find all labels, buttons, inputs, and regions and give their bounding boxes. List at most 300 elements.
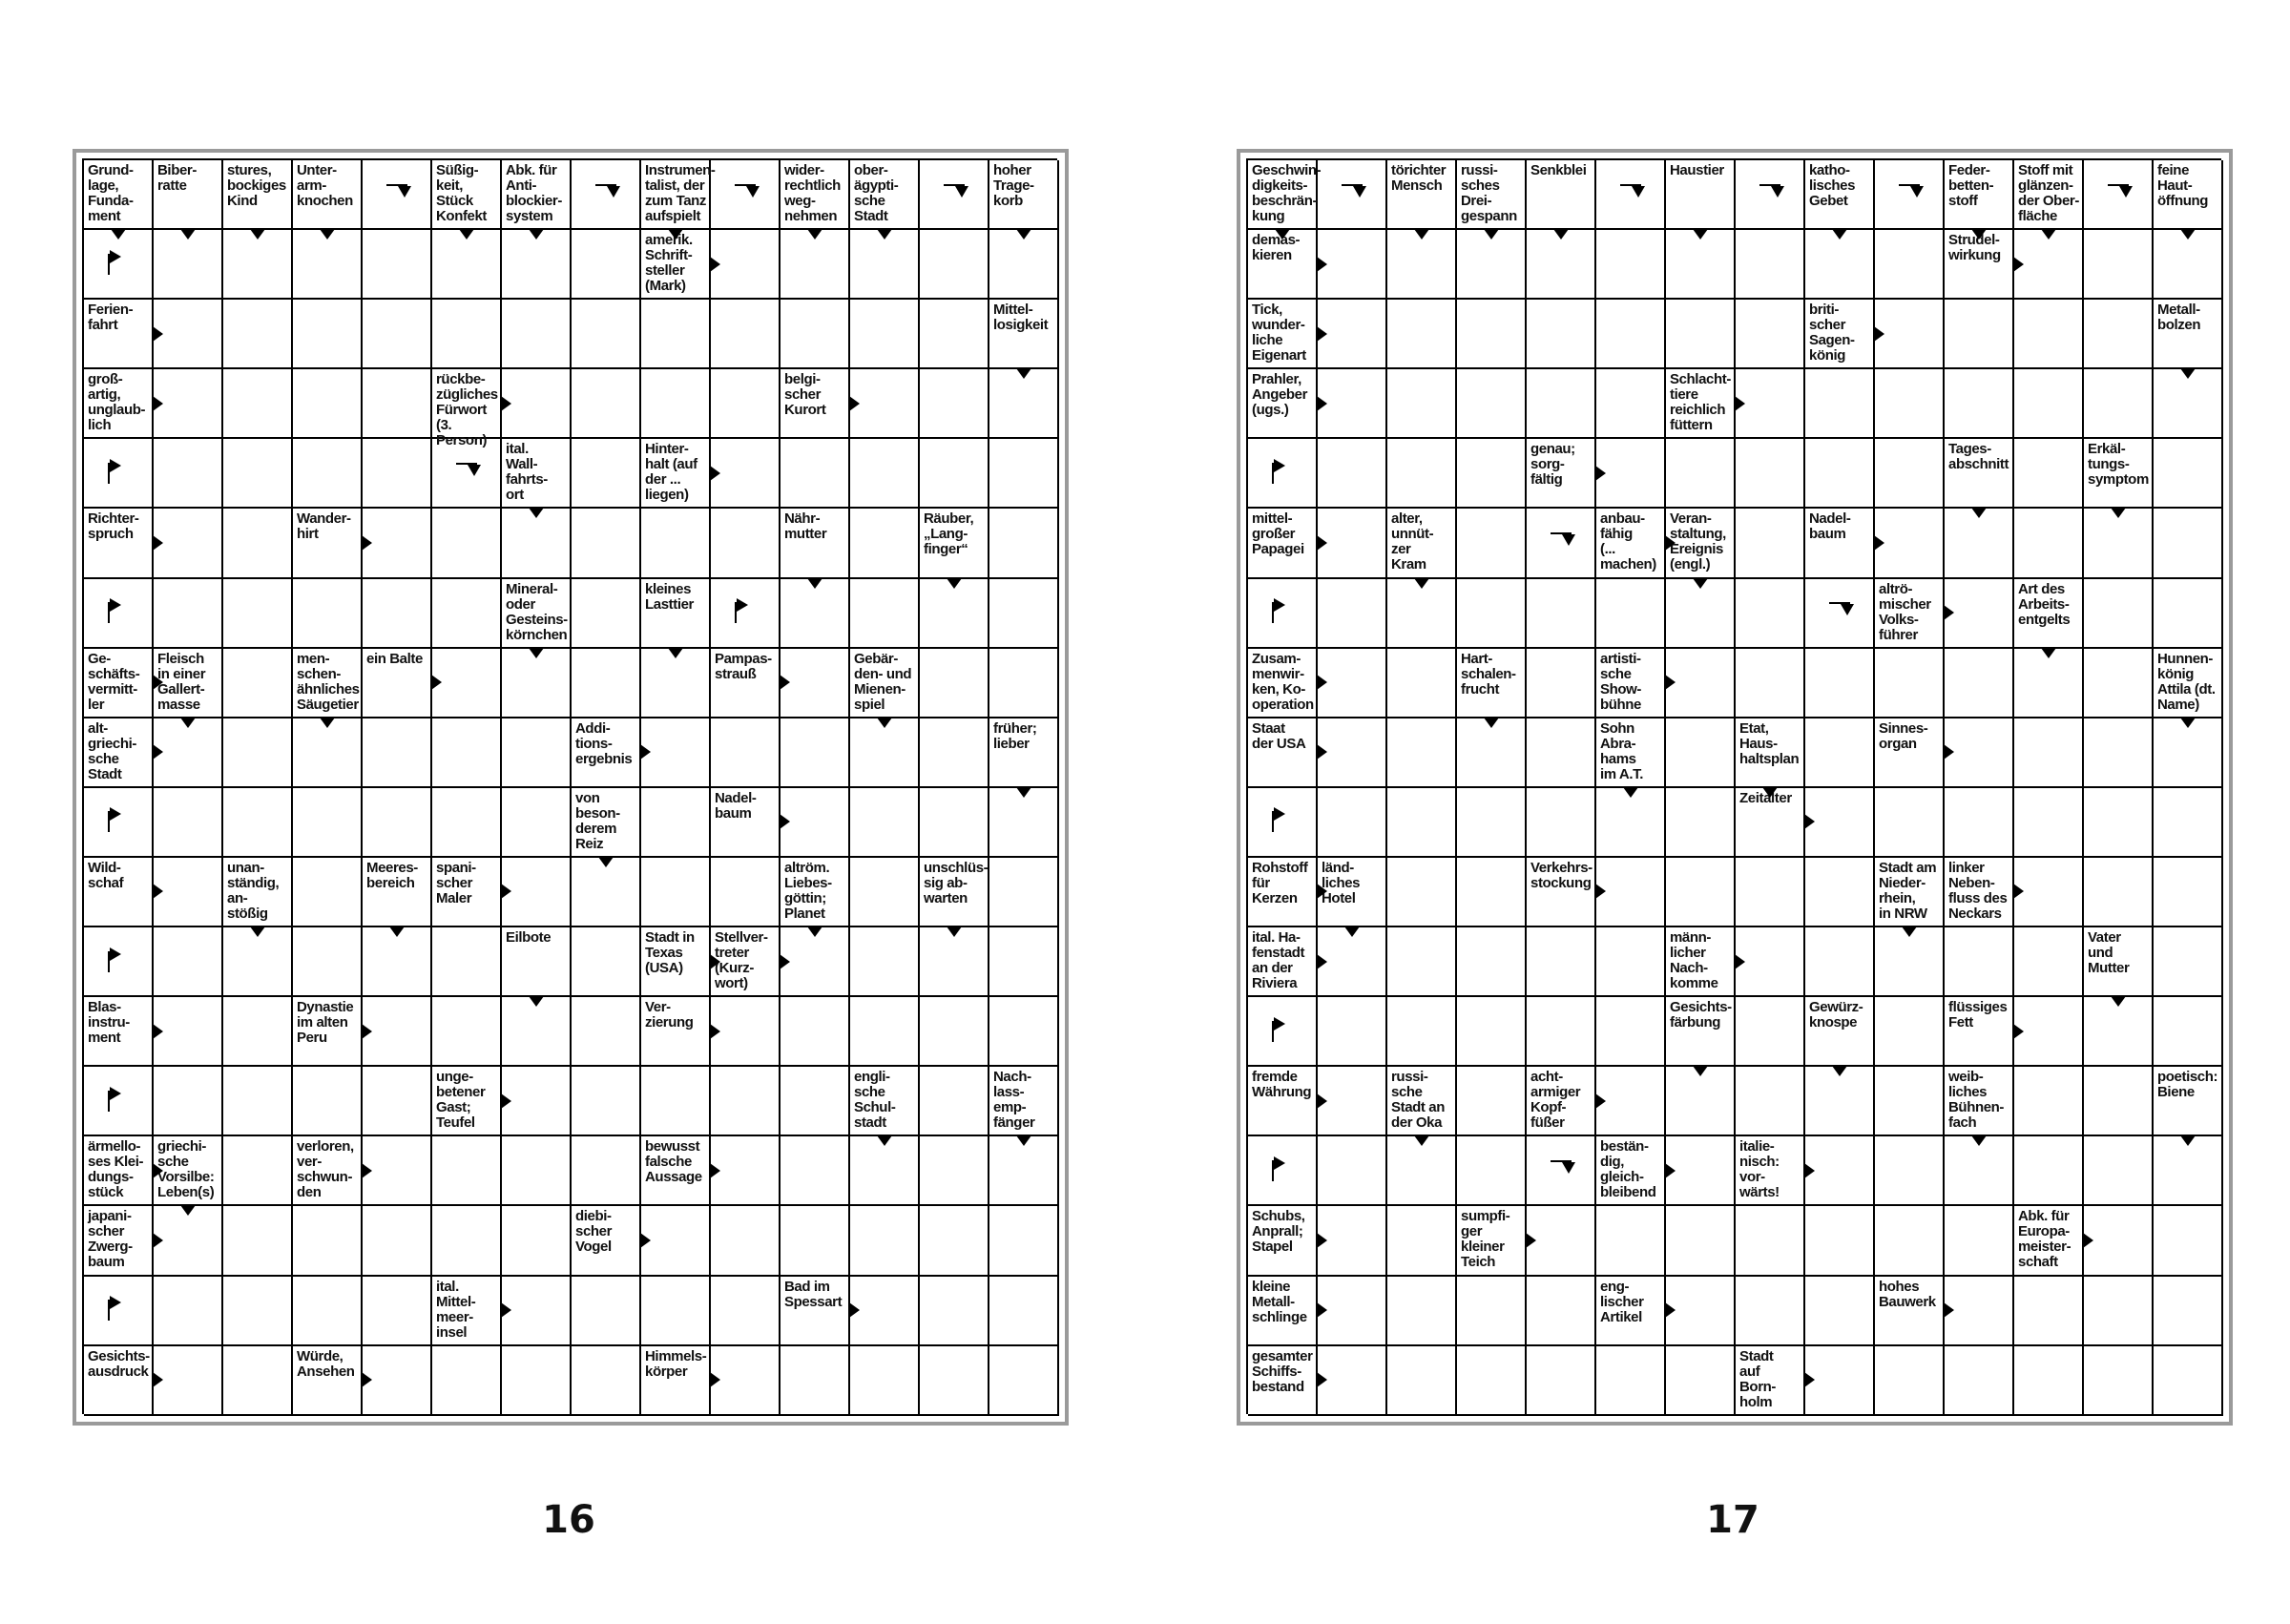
answer-cell[interactable] (223, 1136, 293, 1206)
answer-cell[interactable] (2014, 997, 2084, 1067)
answer-cell[interactable] (1527, 579, 1596, 649)
answer-cell[interactable] (850, 439, 920, 509)
answer-cell[interactable] (154, 300, 223, 369)
answer-cell[interactable] (2154, 718, 2223, 788)
answer-cell[interactable] (2154, 1346, 2223, 1416)
answer-cell[interactable] (989, 927, 1059, 997)
answer-cell[interactable] (850, 1277, 920, 1346)
answer-cell[interactable] (1387, 1206, 1457, 1276)
answer-cell[interactable] (1875, 1346, 1945, 1416)
answer-cell[interactable] (1666, 1206, 1736, 1276)
answer-cell[interactable] (2084, 788, 2154, 858)
answer-cell[interactable] (1805, 579, 1875, 649)
answer-cell[interactable] (363, 160, 432, 230)
answer-cell[interactable] (432, 788, 502, 858)
answer-cell[interactable] (1945, 579, 2014, 649)
answer-cell[interactable] (1945, 927, 2014, 997)
answer-cell[interactable] (1457, 1346, 1527, 1416)
answer-cell[interactable] (223, 1067, 293, 1136)
answer-cell[interactable] (1736, 1067, 1805, 1136)
answer-cell[interactable] (989, 1277, 1059, 1346)
answer-cell[interactable] (641, 1277, 711, 1346)
answer-cell[interactable] (363, 788, 432, 858)
answer-cell[interactable] (432, 579, 502, 649)
answer-cell[interactable] (1387, 858, 1457, 927)
answer-cell[interactable] (572, 1067, 641, 1136)
answer-cell[interactable] (1945, 718, 2014, 788)
answer-cell[interactable] (1318, 1206, 1387, 1276)
answer-cell[interactable] (1596, 788, 1666, 858)
answer-cell[interactable] (293, 927, 363, 997)
answer-cell[interactable] (363, 1067, 432, 1136)
answer-cell[interactable] (711, 300, 781, 369)
answer-cell[interactable] (84, 1277, 154, 1346)
answer-cell[interactable] (293, 1206, 363, 1276)
answer-cell[interactable] (711, 1067, 781, 1136)
answer-cell[interactable] (1666, 1277, 1736, 1346)
answer-cell[interactable] (1318, 369, 1387, 439)
answer-cell[interactable] (781, 579, 850, 649)
answer-cell[interactable] (1945, 788, 2014, 858)
answer-cell[interactable] (2014, 927, 2084, 997)
answer-cell[interactable] (1596, 1067, 1666, 1136)
answer-cell[interactable] (1387, 369, 1457, 439)
answer-cell[interactable] (1387, 1277, 1457, 1346)
answer-cell[interactable] (502, 649, 572, 718)
answer-cell[interactable] (432, 439, 502, 509)
answer-cell[interactable] (1666, 788, 1736, 858)
answer-cell[interactable] (1527, 1206, 1596, 1276)
answer-cell[interactable] (1387, 927, 1457, 997)
answer-cell[interactable] (363, 927, 432, 997)
answer-cell[interactable] (502, 369, 572, 439)
answer-cell[interactable] (641, 369, 711, 439)
answer-cell[interactable] (1736, 230, 1805, 300)
answer-cell[interactable] (1596, 369, 1666, 439)
answer-cell[interactable] (1527, 649, 1596, 718)
answer-cell[interactable] (711, 1136, 781, 1206)
answer-cell[interactable] (1805, 788, 1875, 858)
answer-cell[interactable] (2084, 509, 2154, 578)
answer-cell[interactable] (1527, 300, 1596, 369)
answer-cell[interactable] (1527, 1346, 1596, 1416)
answer-cell[interactable] (989, 649, 1059, 718)
answer-cell[interactable] (1596, 927, 1666, 997)
answer-cell[interactable] (850, 997, 920, 1067)
answer-cell[interactable] (2014, 1067, 2084, 1136)
answer-cell[interactable] (1318, 649, 1387, 718)
answer-cell[interactable] (1527, 718, 1596, 788)
answer-cell[interactable] (154, 1206, 223, 1276)
answer-cell[interactable] (711, 718, 781, 788)
answer-cell[interactable] (920, 1206, 989, 1276)
answer-cell[interactable] (363, 1346, 432, 1416)
answer-cell[interactable] (920, 649, 989, 718)
answer-cell[interactable] (154, 997, 223, 1067)
answer-cell[interactable] (920, 1346, 989, 1416)
answer-cell[interactable] (2084, 1277, 2154, 1346)
answer-cell[interactable] (1457, 997, 1527, 1067)
answer-cell[interactable] (572, 649, 641, 718)
answer-cell[interactable] (502, 230, 572, 300)
answer-cell[interactable] (1387, 788, 1457, 858)
answer-cell[interactable] (1318, 788, 1387, 858)
answer-cell[interactable] (363, 439, 432, 509)
answer-cell[interactable] (1875, 439, 1945, 509)
answer-cell[interactable] (1318, 160, 1387, 230)
answer-cell[interactable] (1318, 1136, 1387, 1206)
answer-cell[interactable] (1875, 788, 1945, 858)
answer-cell[interactable] (920, 369, 989, 439)
answer-cell[interactable] (1527, 369, 1596, 439)
answer-cell[interactable] (293, 718, 363, 788)
answer-cell[interactable] (1596, 997, 1666, 1067)
answer-cell[interactable] (572, 439, 641, 509)
answer-cell[interactable] (1387, 300, 1457, 369)
answer-cell[interactable] (1875, 927, 1945, 997)
answer-cell[interactable] (432, 997, 502, 1067)
answer-cell[interactable] (641, 1067, 711, 1136)
answer-cell[interactable] (502, 300, 572, 369)
answer-cell[interactable] (1457, 509, 1527, 578)
answer-cell[interactable] (641, 509, 711, 578)
answer-cell[interactable] (1945, 369, 2014, 439)
answer-cell[interactable] (1596, 160, 1666, 230)
answer-cell[interactable] (641, 649, 711, 718)
answer-cell[interactable] (154, 788, 223, 858)
answer-cell[interactable] (989, 579, 1059, 649)
answer-cell[interactable] (711, 997, 781, 1067)
answer-cell[interactable] (2084, 1206, 2154, 1276)
answer-cell[interactable] (1875, 300, 1945, 369)
answer-cell[interactable] (1596, 300, 1666, 369)
answer-cell[interactable] (1527, 1136, 1596, 1206)
answer-cell[interactable] (1457, 300, 1527, 369)
answer-cell[interactable] (850, 509, 920, 578)
answer-cell[interactable] (1805, 858, 1875, 927)
answer-cell[interactable] (1387, 439, 1457, 509)
answer-cell[interactable] (84, 579, 154, 649)
answer-cell[interactable] (154, 1067, 223, 1136)
answer-cell[interactable] (711, 1277, 781, 1346)
answer-cell[interactable] (223, 997, 293, 1067)
answer-cell[interactable] (2014, 369, 2084, 439)
answer-cell[interactable] (781, 788, 850, 858)
answer-cell[interactable] (2154, 1136, 2223, 1206)
answer-cell[interactable] (1805, 1346, 1875, 1416)
answer-cell[interactable] (572, 927, 641, 997)
answer-cell[interactable] (223, 718, 293, 788)
answer-cell[interactable] (1387, 1346, 1457, 1416)
answer-cell[interactable] (920, 230, 989, 300)
answer-cell[interactable] (502, 718, 572, 788)
answer-cell[interactable] (572, 509, 641, 578)
answer-cell[interactable] (850, 788, 920, 858)
answer-cell[interactable] (293, 1067, 363, 1136)
answer-cell[interactable] (1457, 1067, 1527, 1136)
answer-cell[interactable] (1945, 1206, 2014, 1276)
answer-cell[interactable] (781, 439, 850, 509)
answer-cell[interactable] (293, 300, 363, 369)
answer-cell[interactable] (502, 1067, 572, 1136)
answer-cell[interactable] (920, 1067, 989, 1136)
answer-cell[interactable] (1875, 1206, 1945, 1276)
answer-cell[interactable] (223, 1277, 293, 1346)
answer-cell[interactable] (572, 160, 641, 230)
answer-cell[interactable] (293, 1277, 363, 1346)
answer-cell[interactable] (920, 718, 989, 788)
answer-cell[interactable] (1527, 230, 1596, 300)
answer-cell[interactable] (223, 509, 293, 578)
answer-cell[interactable] (850, 230, 920, 300)
answer-cell[interactable] (1875, 1067, 1945, 1136)
answer-cell[interactable] (363, 369, 432, 439)
answer-cell[interactable] (920, 788, 989, 858)
answer-cell[interactable] (1318, 1067, 1387, 1136)
answer-cell[interactable] (1875, 997, 1945, 1067)
answer-cell[interactable] (1875, 230, 1945, 300)
answer-cell[interactable] (2154, 1206, 2223, 1276)
answer-cell[interactable] (1457, 1277, 1527, 1346)
answer-cell[interactable] (850, 300, 920, 369)
answer-cell[interactable] (2154, 997, 2223, 1067)
answer-cell[interactable] (1736, 439, 1805, 509)
answer-cell[interactable] (1666, 718, 1736, 788)
answer-cell[interactable] (154, 230, 223, 300)
answer-cell[interactable] (641, 300, 711, 369)
answer-cell[interactable] (1945, 649, 2014, 718)
answer-cell[interactable] (1457, 439, 1527, 509)
answer-cell[interactable] (1666, 1346, 1736, 1416)
answer-cell[interactable] (920, 439, 989, 509)
answer-cell[interactable] (154, 718, 223, 788)
answer-cell[interactable] (363, 1277, 432, 1346)
answer-cell[interactable] (1736, 997, 1805, 1067)
answer-cell[interactable] (1457, 927, 1527, 997)
answer-cell[interactable] (154, 439, 223, 509)
answer-cell[interactable] (2014, 718, 2084, 788)
answer-cell[interactable] (572, 579, 641, 649)
answer-cell[interactable] (2014, 230, 2084, 300)
answer-cell[interactable] (989, 788, 1059, 858)
answer-cell[interactable] (1527, 1277, 1596, 1346)
answer-cell[interactable] (1875, 369, 1945, 439)
answer-cell[interactable] (1527, 788, 1596, 858)
answer-cell[interactable] (850, 858, 920, 927)
answer-cell[interactable] (293, 579, 363, 649)
answer-cell[interactable] (2084, 1067, 2154, 1136)
answer-cell[interactable] (154, 369, 223, 439)
answer-cell[interactable] (1945, 1136, 2014, 1206)
answer-cell[interactable] (2014, 509, 2084, 578)
answer-cell[interactable] (572, 300, 641, 369)
answer-cell[interactable] (1666, 579, 1736, 649)
answer-cell[interactable] (1875, 649, 1945, 718)
answer-cell[interactable] (1945, 300, 2014, 369)
answer-cell[interactable] (1666, 1136, 1736, 1206)
answer-cell[interactable] (2154, 927, 2223, 997)
answer-cell[interactable] (1596, 439, 1666, 509)
answer-cell[interactable] (84, 927, 154, 997)
answer-cell[interactable] (920, 160, 989, 230)
answer-cell[interactable] (711, 1206, 781, 1276)
answer-cell[interactable] (1387, 718, 1457, 788)
answer-cell[interactable] (2154, 439, 2223, 509)
answer-cell[interactable] (293, 439, 363, 509)
answer-cell[interactable] (989, 1206, 1059, 1276)
answer-cell[interactable] (154, 1346, 223, 1416)
answer-cell[interactable] (2154, 230, 2223, 300)
answer-cell[interactable] (223, 579, 293, 649)
answer-cell[interactable] (781, 230, 850, 300)
answer-cell[interactable] (1736, 1277, 1805, 1346)
answer-cell[interactable] (2084, 718, 2154, 788)
answer-cell[interactable] (1457, 788, 1527, 858)
answer-cell[interactable] (850, 718, 920, 788)
answer-cell[interactable] (781, 1206, 850, 1276)
answer-cell[interactable] (2084, 997, 2154, 1067)
answer-cell[interactable] (1596, 579, 1666, 649)
answer-cell[interactable] (781, 300, 850, 369)
answer-cell[interactable] (989, 997, 1059, 1067)
answer-cell[interactable] (2154, 1277, 2223, 1346)
answer-cell[interactable] (1318, 439, 1387, 509)
answer-cell[interactable] (1457, 858, 1527, 927)
answer-cell[interactable] (572, 1277, 641, 1346)
answer-cell[interactable] (1666, 300, 1736, 369)
answer-cell[interactable] (1805, 230, 1875, 300)
answer-cell[interactable] (432, 649, 502, 718)
answer-cell[interactable] (363, 1136, 432, 1206)
answer-cell[interactable] (84, 788, 154, 858)
answer-cell[interactable] (502, 1206, 572, 1276)
answer-cell[interactable] (2084, 230, 2154, 300)
answer-cell[interactable] (711, 230, 781, 300)
answer-cell[interactable] (1596, 1346, 1666, 1416)
answer-cell[interactable] (363, 1206, 432, 1276)
answer-cell[interactable] (850, 1136, 920, 1206)
answer-cell[interactable] (2014, 300, 2084, 369)
answer-cell[interactable] (502, 509, 572, 578)
answer-cell[interactable] (641, 718, 711, 788)
answer-cell[interactable] (572, 1136, 641, 1206)
answer-cell[interactable] (920, 1136, 989, 1206)
answer-cell[interactable] (154, 858, 223, 927)
answer-cell[interactable] (711, 369, 781, 439)
answer-cell[interactable] (1805, 927, 1875, 997)
answer-cell[interactable] (154, 509, 223, 578)
answer-cell[interactable] (1457, 369, 1527, 439)
answer-cell[interactable] (1736, 649, 1805, 718)
answer-cell[interactable] (502, 997, 572, 1067)
answer-cell[interactable] (363, 579, 432, 649)
answer-cell[interactable] (1527, 509, 1596, 578)
answer-cell[interactable] (1736, 579, 1805, 649)
answer-cell[interactable] (1248, 788, 1318, 858)
answer-cell[interactable] (1318, 1346, 1387, 1416)
answer-cell[interactable] (920, 300, 989, 369)
answer-cell[interactable] (1457, 579, 1527, 649)
answer-cell[interactable] (432, 1136, 502, 1206)
answer-cell[interactable] (293, 858, 363, 927)
answer-cell[interactable] (1805, 1136, 1875, 1206)
answer-cell[interactable] (1527, 927, 1596, 997)
answer-cell[interactable] (363, 509, 432, 578)
answer-cell[interactable] (781, 1067, 850, 1136)
answer-cell[interactable] (2154, 509, 2223, 578)
answer-cell[interactable] (2084, 649, 2154, 718)
answer-cell[interactable] (1736, 160, 1805, 230)
answer-cell[interactable] (781, 1346, 850, 1416)
answer-cell[interactable] (989, 1346, 1059, 1416)
answer-cell[interactable] (1318, 1277, 1387, 1346)
answer-cell[interactable] (223, 439, 293, 509)
answer-cell[interactable] (223, 369, 293, 439)
answer-cell[interactable] (641, 788, 711, 858)
answer-cell[interactable] (781, 997, 850, 1067)
answer-cell[interactable] (989, 369, 1059, 439)
answer-cell[interactable] (1805, 649, 1875, 718)
answer-cell[interactable] (781, 718, 850, 788)
answer-cell[interactable] (781, 1136, 850, 1206)
answer-cell[interactable] (1457, 1136, 1527, 1206)
answer-cell[interactable] (363, 997, 432, 1067)
answer-cell[interactable] (1248, 439, 1318, 509)
answer-cell[interactable] (154, 927, 223, 997)
answer-cell[interactable] (502, 1277, 572, 1346)
answer-cell[interactable] (1736, 369, 1805, 439)
answer-cell[interactable] (1875, 160, 1945, 230)
answer-cell[interactable] (2154, 369, 2223, 439)
answer-cell[interactable] (2084, 579, 2154, 649)
answer-cell[interactable] (1318, 997, 1387, 1067)
answer-cell[interactable] (2154, 579, 2223, 649)
answer-cell[interactable] (223, 927, 293, 997)
answer-cell[interactable] (1527, 997, 1596, 1067)
answer-cell[interactable] (432, 718, 502, 788)
answer-cell[interactable] (850, 579, 920, 649)
answer-cell[interactable] (2014, 649, 2084, 718)
answer-cell[interactable] (1387, 649, 1457, 718)
answer-cell[interactable] (1945, 1346, 2014, 1416)
answer-cell[interactable] (1318, 509, 1387, 578)
answer-cell[interactable] (293, 369, 363, 439)
answer-cell[interactable] (432, 1206, 502, 1276)
answer-cell[interactable] (1875, 1136, 1945, 1206)
answer-cell[interactable] (1318, 579, 1387, 649)
answer-cell[interactable] (2014, 1277, 2084, 1346)
answer-cell[interactable] (1736, 858, 1805, 927)
answer-cell[interactable] (1457, 718, 1527, 788)
answer-cell[interactable] (432, 927, 502, 997)
answer-cell[interactable] (1805, 1277, 1875, 1346)
answer-cell[interactable] (711, 160, 781, 230)
answer-cell[interactable] (1596, 1206, 1666, 1276)
answer-cell[interactable] (1248, 997, 1318, 1067)
answer-cell[interactable] (2084, 160, 2154, 230)
answer-cell[interactable] (1666, 439, 1736, 509)
answer-cell[interactable] (711, 579, 781, 649)
answer-cell[interactable] (1318, 230, 1387, 300)
answer-cell[interactable] (2014, 788, 2084, 858)
answer-cell[interactable] (154, 579, 223, 649)
answer-cell[interactable] (84, 1067, 154, 1136)
answer-cell[interactable] (920, 579, 989, 649)
answer-cell[interactable] (363, 718, 432, 788)
answer-cell[interactable] (2014, 1136, 2084, 1206)
answer-cell[interactable] (1666, 649, 1736, 718)
answer-cell[interactable] (1666, 858, 1736, 927)
